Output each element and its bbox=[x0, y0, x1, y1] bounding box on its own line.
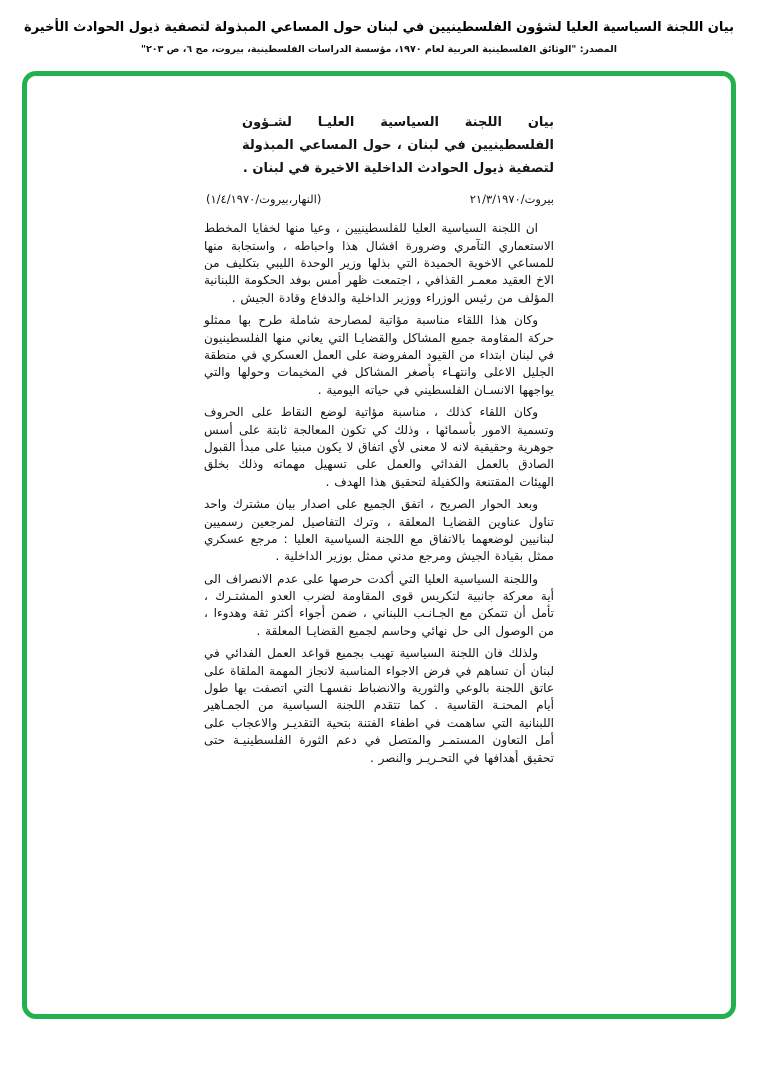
page-header bbox=[0, 0, 758, 55]
paragraph: واللجنة السياسية العليا التي أكدت حرصها على عدم الانصراف الى أية معركة جانبية لتكريس قوى المقاومة لضرب العدو المشتـرك ، تأمل أن تتمكن مع الجـانـب اللبناني ، ضمن أجواء أكثر ثقة وهدوءا ، من الوصول الى حل نهائي وحاسم لجميع القضايـا المعلقة . bbox=[204, 571, 554, 638]
header-source: المصدر: "الوثائق الفلسطينية العربية لعام ١٩٧٠، مؤسسة الدراسات الفلسطينية، بيروت، مج ٦، ص ٢٠٣" bbox=[140, 44, 618, 55]
dateline-source: (النهار،بيروت/١/٤/١٩٧٠) bbox=[206, 192, 322, 207]
document-frame bbox=[22, 71, 736, 1019]
dateline-place: بيروت/٢١/٣/١٩٧٠ bbox=[469, 192, 554, 207]
paragraph: ان اللجنة السياسية العليا للفلسطينيين ، وعيا منها لخفايا المخطط الاستعماري التآمري وضرورة افشال هذا واحباطه ، واستجابة منها للمساعي الاخوية الحميدة التي بذلها وزير الوحدة الليبي بتكليف من الاخ العقيد معمـر القذافي ، اجتمعت ظهر أمس بوفد الحكومة اللبنانية المؤلف من رئيس الوزراء ووزير الداخلية والدفاع وقادة الجيش . bbox=[204, 221, 554, 305]
document-title: بيان اللجنة السياسية العليـا لشـؤون الفلسطينيين في لبنان ، حول المساعي المبذولة لتصفية ذيول الحوادث الداخلية الاخيرة في لبنان . bbox=[242, 115, 554, 176]
document-content bbox=[204, 112, 554, 767]
header-title: بيان اللجنة السياسية العليا لشؤون الفلسطينيين في لبنان حول المساعي المبذولة لتصفية ذيول الحوادث الأخيرة bbox=[24, 20, 734, 35]
document-body bbox=[204, 220, 554, 767]
paragraph: وكان اللقاء كذلك ، مناسبة مؤاتية لوضع النقاط على الحروف وتسمية الامور بأسمائها ، وذلك كي تكون المعالجة ثابتة على أسس جوهرية وحقيقية لانه لا معنى لأي اتفاق لا يكون مبنيا على مبدأ القبول الصادق بالعمل الفدائي والعمل على تسهيل مهماته وذلك بخلق الهيئات المقتنعة والكفيلة لتحقيق هذا الهدف . bbox=[204, 405, 554, 489]
date-row bbox=[204, 192, 554, 206]
paragraph: وكان هذا اللقاء مناسبة مؤاتية لمصارحة شاملة طرح بها ممثلو حركة المقاومة جميع المشاكل والقضايـا التي يعاني منها الفلسطينيون في لبنان ابتداء من القيود المفروضة على العمل العسكري في منطقة الجليل الاعلى وانتهـاء بأصغر المشاكل في المخيمات وحولها والتي يواجهها الانسـان الفلسطيني في حياته اليومية . bbox=[204, 313, 554, 397]
paragraph: ولذلك فان اللجنة السياسية تهيب بجميع قواعد العمل الفدائي في لبنان أن تساهم في فرض الاجواء المناسبة لانجاز المهمة الملقاة على عاتق اللجنة بالوعي والثورية والانضباط نفسهـا التي اتصفت بها طول أيام المحنـة القاسية . كما تتقدم اللجنة السياسية من الجمـاهير اللبنانية التي ساهمت في اطفاء الفتنة بتحية التقديـر والاعجاب على أمل التعاون المستمـر والمتصل في دعم الثورة الفلسطينيـة حتى تحقيق أهدافها في التحـريـر والنصر . bbox=[204, 646, 554, 765]
paragraph: وبعد الحوار الصريح ، اتفق الجميع على اصدار بيان مشترك واحد تناول عناوين القضايـا المعلقة ، وترك التفاصيل لمرجعين رسميين لبنانيين لوضعهما بالاتفاق مع اللجنة السياسية العليا : مرجع عسكري ممثل بقيادة الجيش ومرجع مدني ممثل بوزير الداخلية . bbox=[204, 497, 554, 564]
